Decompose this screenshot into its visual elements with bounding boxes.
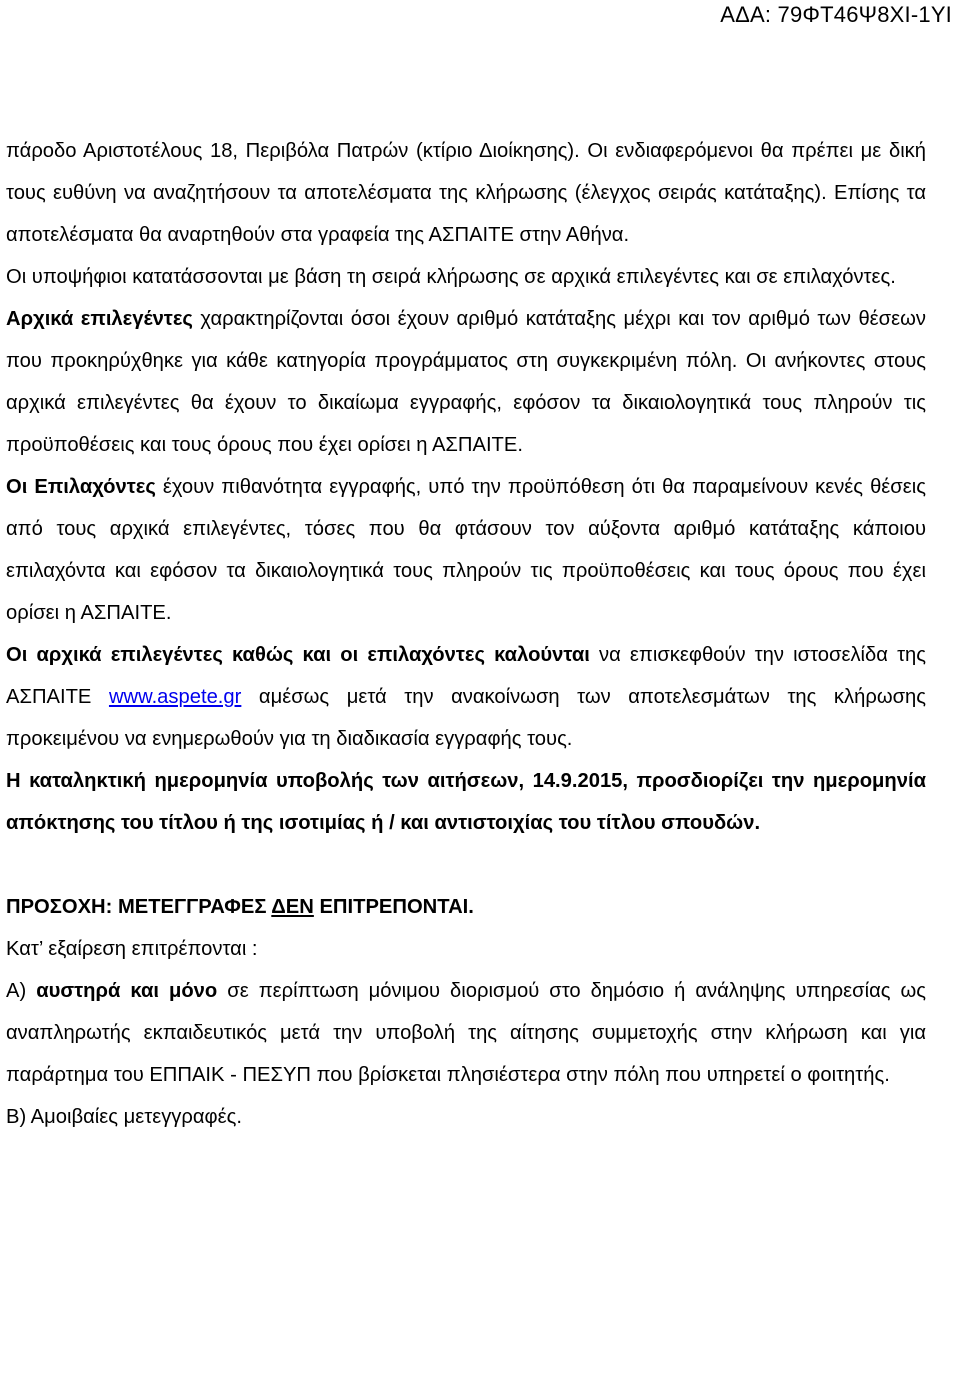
item-a-emphasis: αυστηρά και μόνο (36, 980, 218, 1002)
term-runners-up: Οι Επιλαχόντες (6, 476, 156, 498)
document-body (6, 130, 926, 1138)
ada-code: ΑΔΑ: 79ΦΤ46Ψ8ΧΙ-1ΥΙ (720, 2, 952, 27)
warning-text-start: ΠΡΟΣΟΧΗ: ΜΕΤΕΓΓΡΑΦΕΣ (6, 896, 272, 918)
paragraph-runners-up (6, 466, 926, 634)
exception-intro: Κατ’ εξαίρεση επιτρέπονται : (6, 938, 258, 960)
text-runners-up: έχουν πιθανότητα εγγραφής, υπό την προϋπόθεση ότι θα παραμείνουν κενές θέσεις από τους αρχικά επιλεγέντες, τόσες που θα φτάσουν τον αύξοντα αριθμό κατάταξης κάποιου επιλαχόντα και εφόσον τα δικαιολογητικά τους πληρούν τις προϋποθέσεις και τους όρους που έχει ορίσει η ΑΣΠΑΙΤΕ. (6, 476, 926, 624)
warning-text-end: ΕΠΙΤΡΕΠΟΝΤΑΙ. (313, 896, 474, 918)
warning-text-negation: ΔΕΝ (271, 896, 314, 918)
exception-item-a (6, 970, 926, 1096)
term-called: Οι αρχικά επιλεγέντες καθώς και οι επιλαχόντες καλούνται (6, 644, 590, 666)
exception-item-b: Β) Αμοιβαίες μετεγγραφές. (6, 1106, 242, 1128)
text-website-intro: να επισκεφθούν την ιστοσελίδα της ΑΣΠΑΙΤΕ (6, 644, 926, 708)
warning-transfers (6, 886, 926, 928)
paragraph-website-notice (6, 634, 926, 760)
item-a-prefix: Α) (6, 980, 37, 1002)
spacer (6, 844, 926, 886)
item-a-text: σε περίπτωση μόνιμου διορισμού στο δημόσιο ή ανάληψης υπηρεσίας ως αναπληρωτής εκπαιδευτικός μετά την υποβολή της αίτησης συμμετοχής στην κλήρωση και για παράρτημα του ΕΠΠΑΙΚ - ΠΕΣΥΠ που βρίσκεται πλησιέστερα στην πόλη που υπηρετεί ο φοιτητής. (6, 980, 926, 1086)
paragraph-initially-selected (6, 298, 926, 466)
text-initially-selected: χαρακτηρίζονται όσοι έχουν αριθμό κατάταξης μέχρι και τον αριθμό των θέσεων που προκηρύχθηκε για κάθε κατηγορία προγράμματος στη συγκεκριμένη πόλη. Οι ανήκοντες στους αρχικά επιλεγέντες θα έχουν το δικαίωμα εγγραφής, εφόσον τα δικαιολογητικά τους πληρούν τις προϋποθέσεις και τους όρους που έχει ορίσει η ΑΣΠΑΙΤΕ. (6, 308, 926, 456)
text-website-rest: αμέσως μετά την ανακοίνωση των αποτελεσμάτων της κλήρωσης προκειμένου να ενημερωθούν για τη διαδικασία εγγραφής τους. (6, 686, 926, 750)
term-initially-selected: Αρχικά επιλεγέντες (6, 308, 193, 330)
paragraph-ranking: Οι υποψήφιοι κατατάσσονται με βάση τη σειρά κλήρωσης σε αρχικά επιλεγέντες και σε επιλαχόντες. (6, 266, 896, 288)
aspete-website-link[interactable]: www.aspete.gr (108, 686, 242, 708)
paragraph-deadline: Η καταληκτική ημερομηνία υποβολής των αιτήσεων, 14.9.2015, προσδιορίζει την ημερομηνία απόκτησης του τίτλου ή της ισοτιμίας ή / και αντιστοιχίας του τίτλου σπουδών. (6, 770, 926, 834)
paragraph-location: πάροδο Αριστοτέλους 18, Περιβόλα Πατρών (κτίριο Διοίκησης). Οι ενδιαφερόμενοι θα πρέπει με δική τους ευθύνη να αναζητήσουν τα αποτελέσματα της κλήρωσης (έλεγχος σειράς κατάταξης). Επίσης τα αποτελέσματα θα αναρτηθούν στα γραφεία της ΑΣΠΑΙΤΕ στην Αθήνα. (6, 140, 926, 246)
